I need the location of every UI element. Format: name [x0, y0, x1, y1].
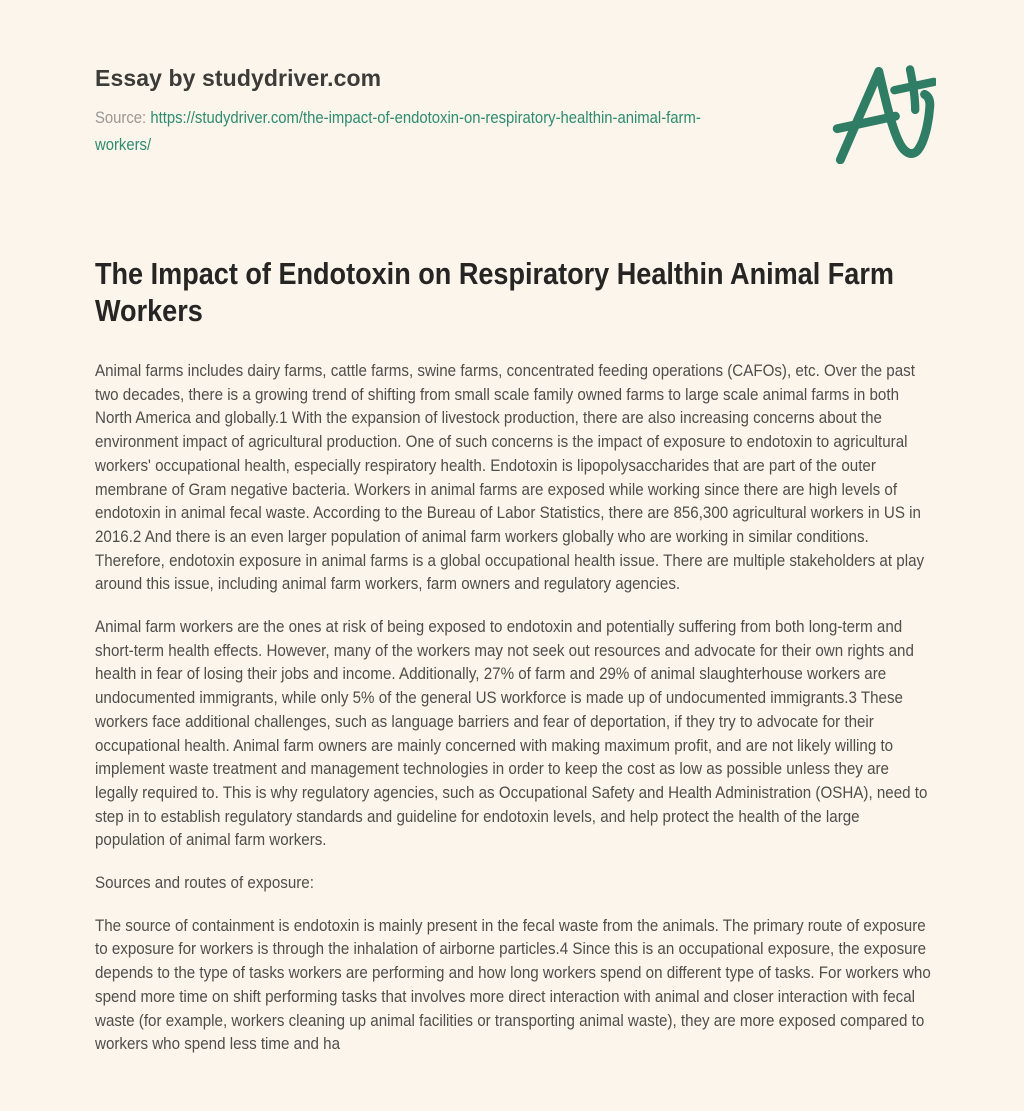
- section-heading-sources-and-routes: Sources and routes of exposure:: [95, 874, 314, 893]
- source-url-link[interactable]: https://studydriver.com/the-impact-of-endotoxin-on-respiratory-healthin-animal-farm-workers/: [95, 109, 701, 154]
- paragraph-2: Animal farm workers are the ones at risk of being exposed to endotoxin and potentially suffering from both long-term and short-term health effects. However, many of the workers may not seek out resources and advocate for their own rights and health in fear of losing their jobs and income. Additionally, 27% of farm and 29% of animal slaughterhouse workers are undocumented immigrants, while only 5% of the general US workforce is made up of undocumented immigrants.3 These workers face additional challenges, such as language barriers and fear of deportation, if they try to advocate for their occupational health. Animal farm owners are mainly concerned with making maximum profit, and are not likely willing to implement waste treatment and management technologies in order to keep the cost as low as possible unless they are legally required to. This is why regulatory agencies, such as Occupational Safety and Health Administration (OSHA), need to step in to establish regulatory standards and guideline for endotoxin levels, and help protect the health of the large population of animal farm workers.: [95, 618, 928, 850]
- paragraph-3: The source of containment is endotoxin is mainly present in the fecal waste from the animals. The primary route of exposure to exposure for workers is through the inhalation of airborne particles.4 Since this is an occupational exposure, the exposure depends to the type of tasks workers are performing and how long workers spend on different type of tasks. For workers who spend more time on shift performing tasks that involves more direct interaction with animal and closer interaction with fecal waste (for example, workers cleaning up animal facilities or transporting animal waste), they are more exposed compared to workers who spend less time and ha: [95, 916, 931, 1054]
- source-line: [95, 105, 752, 159]
- essay-title: The Impact of Endotoxin on Respiratory Healthin Animal Farm Workers: [95, 256, 894, 328]
- essay-body: [95, 360, 932, 1057]
- page-header: [95, 64, 928, 159]
- byline: Essay by studydriver.com: [95, 65, 382, 91]
- source-label: Source:: [95, 109, 147, 127]
- studydriver-logo: [832, 58, 936, 164]
- a-plus-icon: [832, 58, 936, 164]
- paragraph-1: Animal farms includes dairy farms, cattle farms, swine farms, concentrated feeding operations (CAFOs), etc. Over the past two decades, there is a growing trend of shifting from small scale family owned farms to large scale animal farms in both North America and globally.1 With the expansion of livestock production, there are also increasing concerns about the environment impact of agricultural production. One of such concerns is the impact of exposure to endotoxin to agricultural workers' occupational health, especially respiratory health. Endotoxin is lipopolysaccharides that are part of the outer membrane of Gram negative bacteria. Workers in animal farms are exposed while working since there are high levels of endotoxin in animal fecal waste. According to the Bureau of Labor Statistics, there are 856,300 agricultural workers in US in 2016.2 And there is an even larger population of animal farm workers globally who are working in similar conditions. Therefore, endotoxin exposure in animal farms is a global occupational health issue. There are multiple stakeholders at play around this issue, including animal farm workers, farm owners and regulatory agencies.: [95, 362, 925, 594]
